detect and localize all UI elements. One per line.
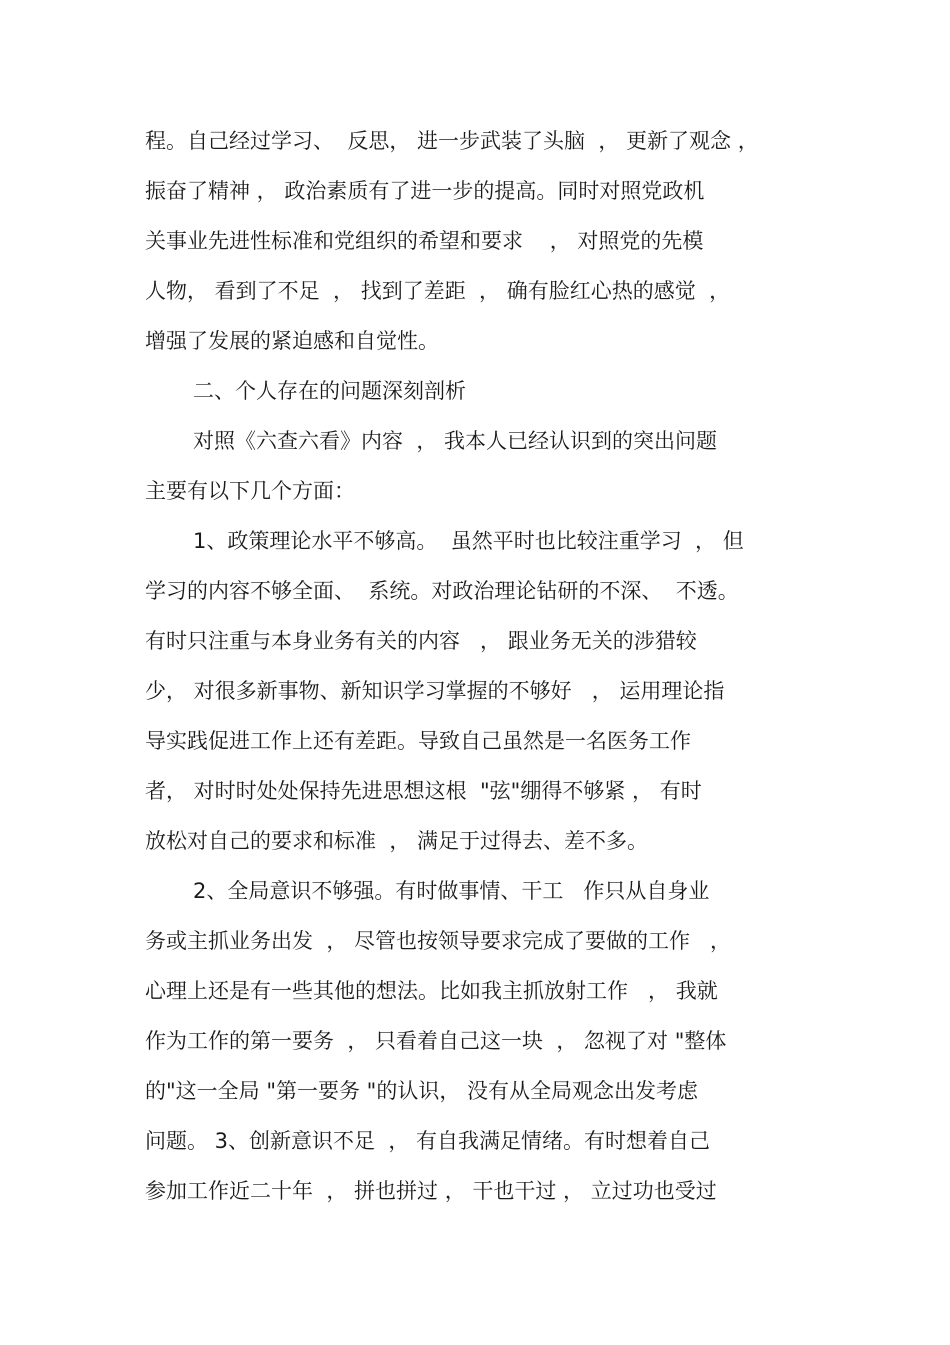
text-line: 问题。 3、创新意识不足 ， 有自我满足情绪。有时想着自己 <box>145 1129 711 1153</box>
section-heading: 二、个人存在的问题深刻剖析 <box>193 379 466 403</box>
text-line: 少， 对很多新事物、新知识学习掌握的不够好 ， 运用理论指 <box>145 679 725 703</box>
text-line: 的"这一全局 "第一要务 "的认识， 没有从全局观念出发考虑 <box>145 1079 699 1103</box>
text-line: 增强了发展的紧迫感和自觉性。 <box>145 329 439 353</box>
text-line: 者， 对时时处处保持先进思想这根 "弦"绷得不够紧 ， 有时 <box>145 779 702 803</box>
text-line: 参加工作近二十年 ， 拼也拼过 ， 干也干过 ， 立过功也受过 <box>145 1179 717 1203</box>
text-line: 关事业先进性标准和党组织的希望和要求 ， 对照党的先模 <box>145 229 704 253</box>
text-line: 人物， 看到了不足 ， 找到了差距 ， 确有脸红心热的感觉 ， <box>145 279 731 303</box>
text-line: 心理上还是有一些其他的想法。比如我主抓放射工作 ， 我就 <box>145 979 718 1003</box>
text-line: 程。自己经过学习、 反思， 进一步武装了头脑 ， 更新了观念 ， <box>145 129 759 153</box>
text-line: 导实践促进工作上还有差距。导致自己虽然是一名医务工作 <box>145 729 691 753</box>
text-line: 务或主抓业务出发 ， 尽管也按领导要求完成了要做的工作 ， <box>145 929 732 953</box>
text-line: 振奋了精神 ， 政治素质有了进一步的提高。同时对照党政机 <box>145 179 705 203</box>
text-line: 学习的内容不够全面、 系统。对政治理论钻研的不深、 不透。 <box>145 579 739 603</box>
text-line: 主要有以下几个方面： <box>145 479 355 503</box>
text-line: 放松对自己的要求和标准 ， 满足于过得去、差不多。 <box>145 829 649 853</box>
text-line: 1、政策理论水平不够高。 虽然平时也比较注重学习 ， 但 <box>193 529 744 553</box>
text-line: 作为工作的第一要务 ， 只看着自己这一块 ， 忽视了对 "整体 <box>145 1029 727 1053</box>
text-line: 有时只注重与本身业务有关的内容 ， 跟业务无关的涉猎较 <box>145 629 697 653</box>
text-line: 2、全局意识不够强。有时做事情、干工 作只从自身业 <box>193 879 710 903</box>
text-line: 对照《六查六看》内容 ， 我本人已经认识到的突出问题 <box>193 429 718 453</box>
